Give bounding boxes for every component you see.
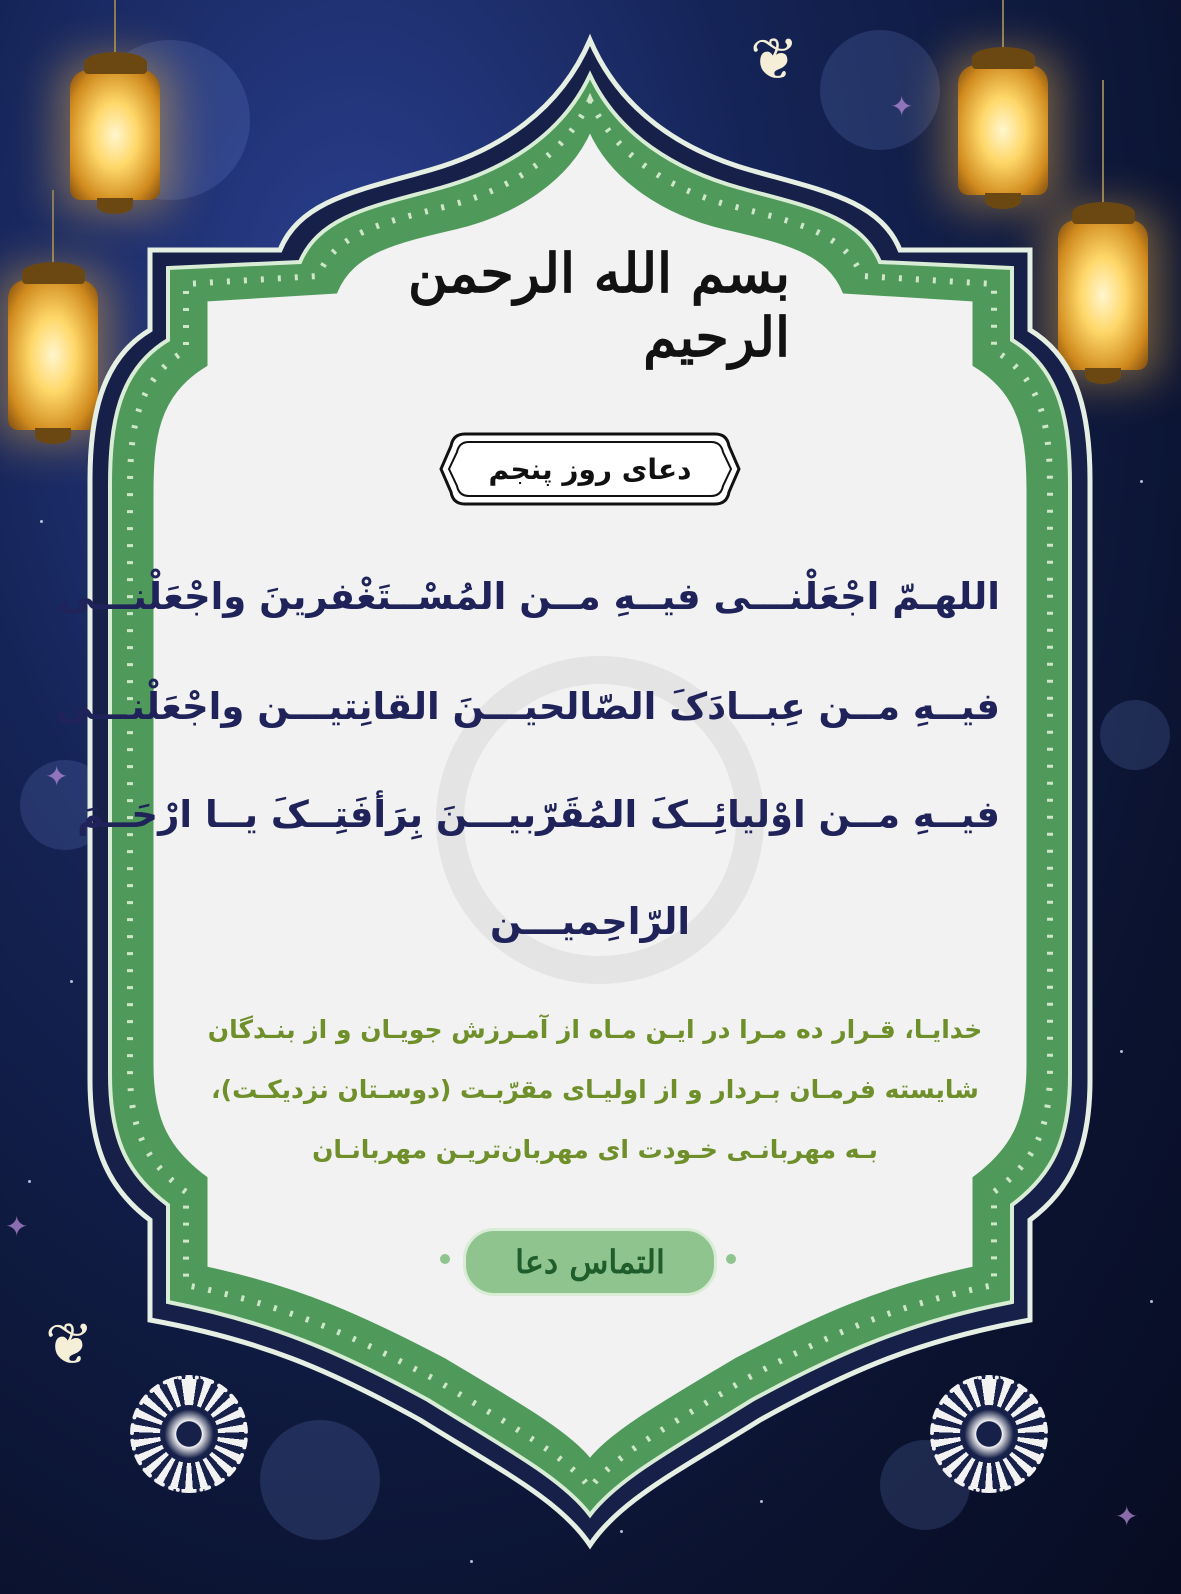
moth-icon: ✦ — [890, 90, 914, 123]
moth-icon: ✦ — [1115, 1500, 1139, 1533]
moth-icon: ✦ — [5, 1210, 29, 1243]
dua-line: اللهـمّ اجْعَلْنـــی فیــهِ مــن المُسْــتَغْفرینَ واجْعَلْنـــی — [57, 575, 1000, 618]
badge-dot-left — [440, 1254, 450, 1264]
moth-icon: ✦ — [45, 760, 69, 793]
prayer-request-badge — [463, 1228, 717, 1296]
badge-dot-right — [726, 1254, 736, 1264]
badge-label: التماس دعا — [515, 1243, 665, 1281]
translation-line: شایسته فرمـان بـردار و از اولیـای مقرّبـت (دوسـتان نزدیکـت)، — [211, 1075, 979, 1104]
dua-line: الرّاحِمیـــن — [489, 900, 691, 943]
translation-line: خدایـا، قـرار ده مـرا در ایـن مـاه از آمـرزش جویـان و از بنـدگان — [207, 1015, 983, 1044]
title-cartouche — [435, 428, 745, 510]
basmala-calligraphy: بسم الله الرحمن الرحیم — [408, 241, 790, 369]
butterfly-icon: ❦ — [750, 25, 799, 93]
dua-line: فیــهِ مــن اوْلیائِــکَ المُقَرّبیـــنَ بِرَأفَتِــکَ یــا ارْحَــمَ — [77, 793, 1000, 836]
page-title: دعای روز پنجم — [488, 452, 692, 486]
translation-line: بـه مهربانـی خـودت ای مهربان‌تریـن مهربانـان — [312, 1135, 878, 1164]
dua-line: فیــهِ مــن عِبــادَکَ الصّالحیـــنَ القانِتیـــن واجْعَلْنـــی — [55, 685, 1000, 728]
butterfly-icon: ❦ — [45, 1310, 94, 1378]
